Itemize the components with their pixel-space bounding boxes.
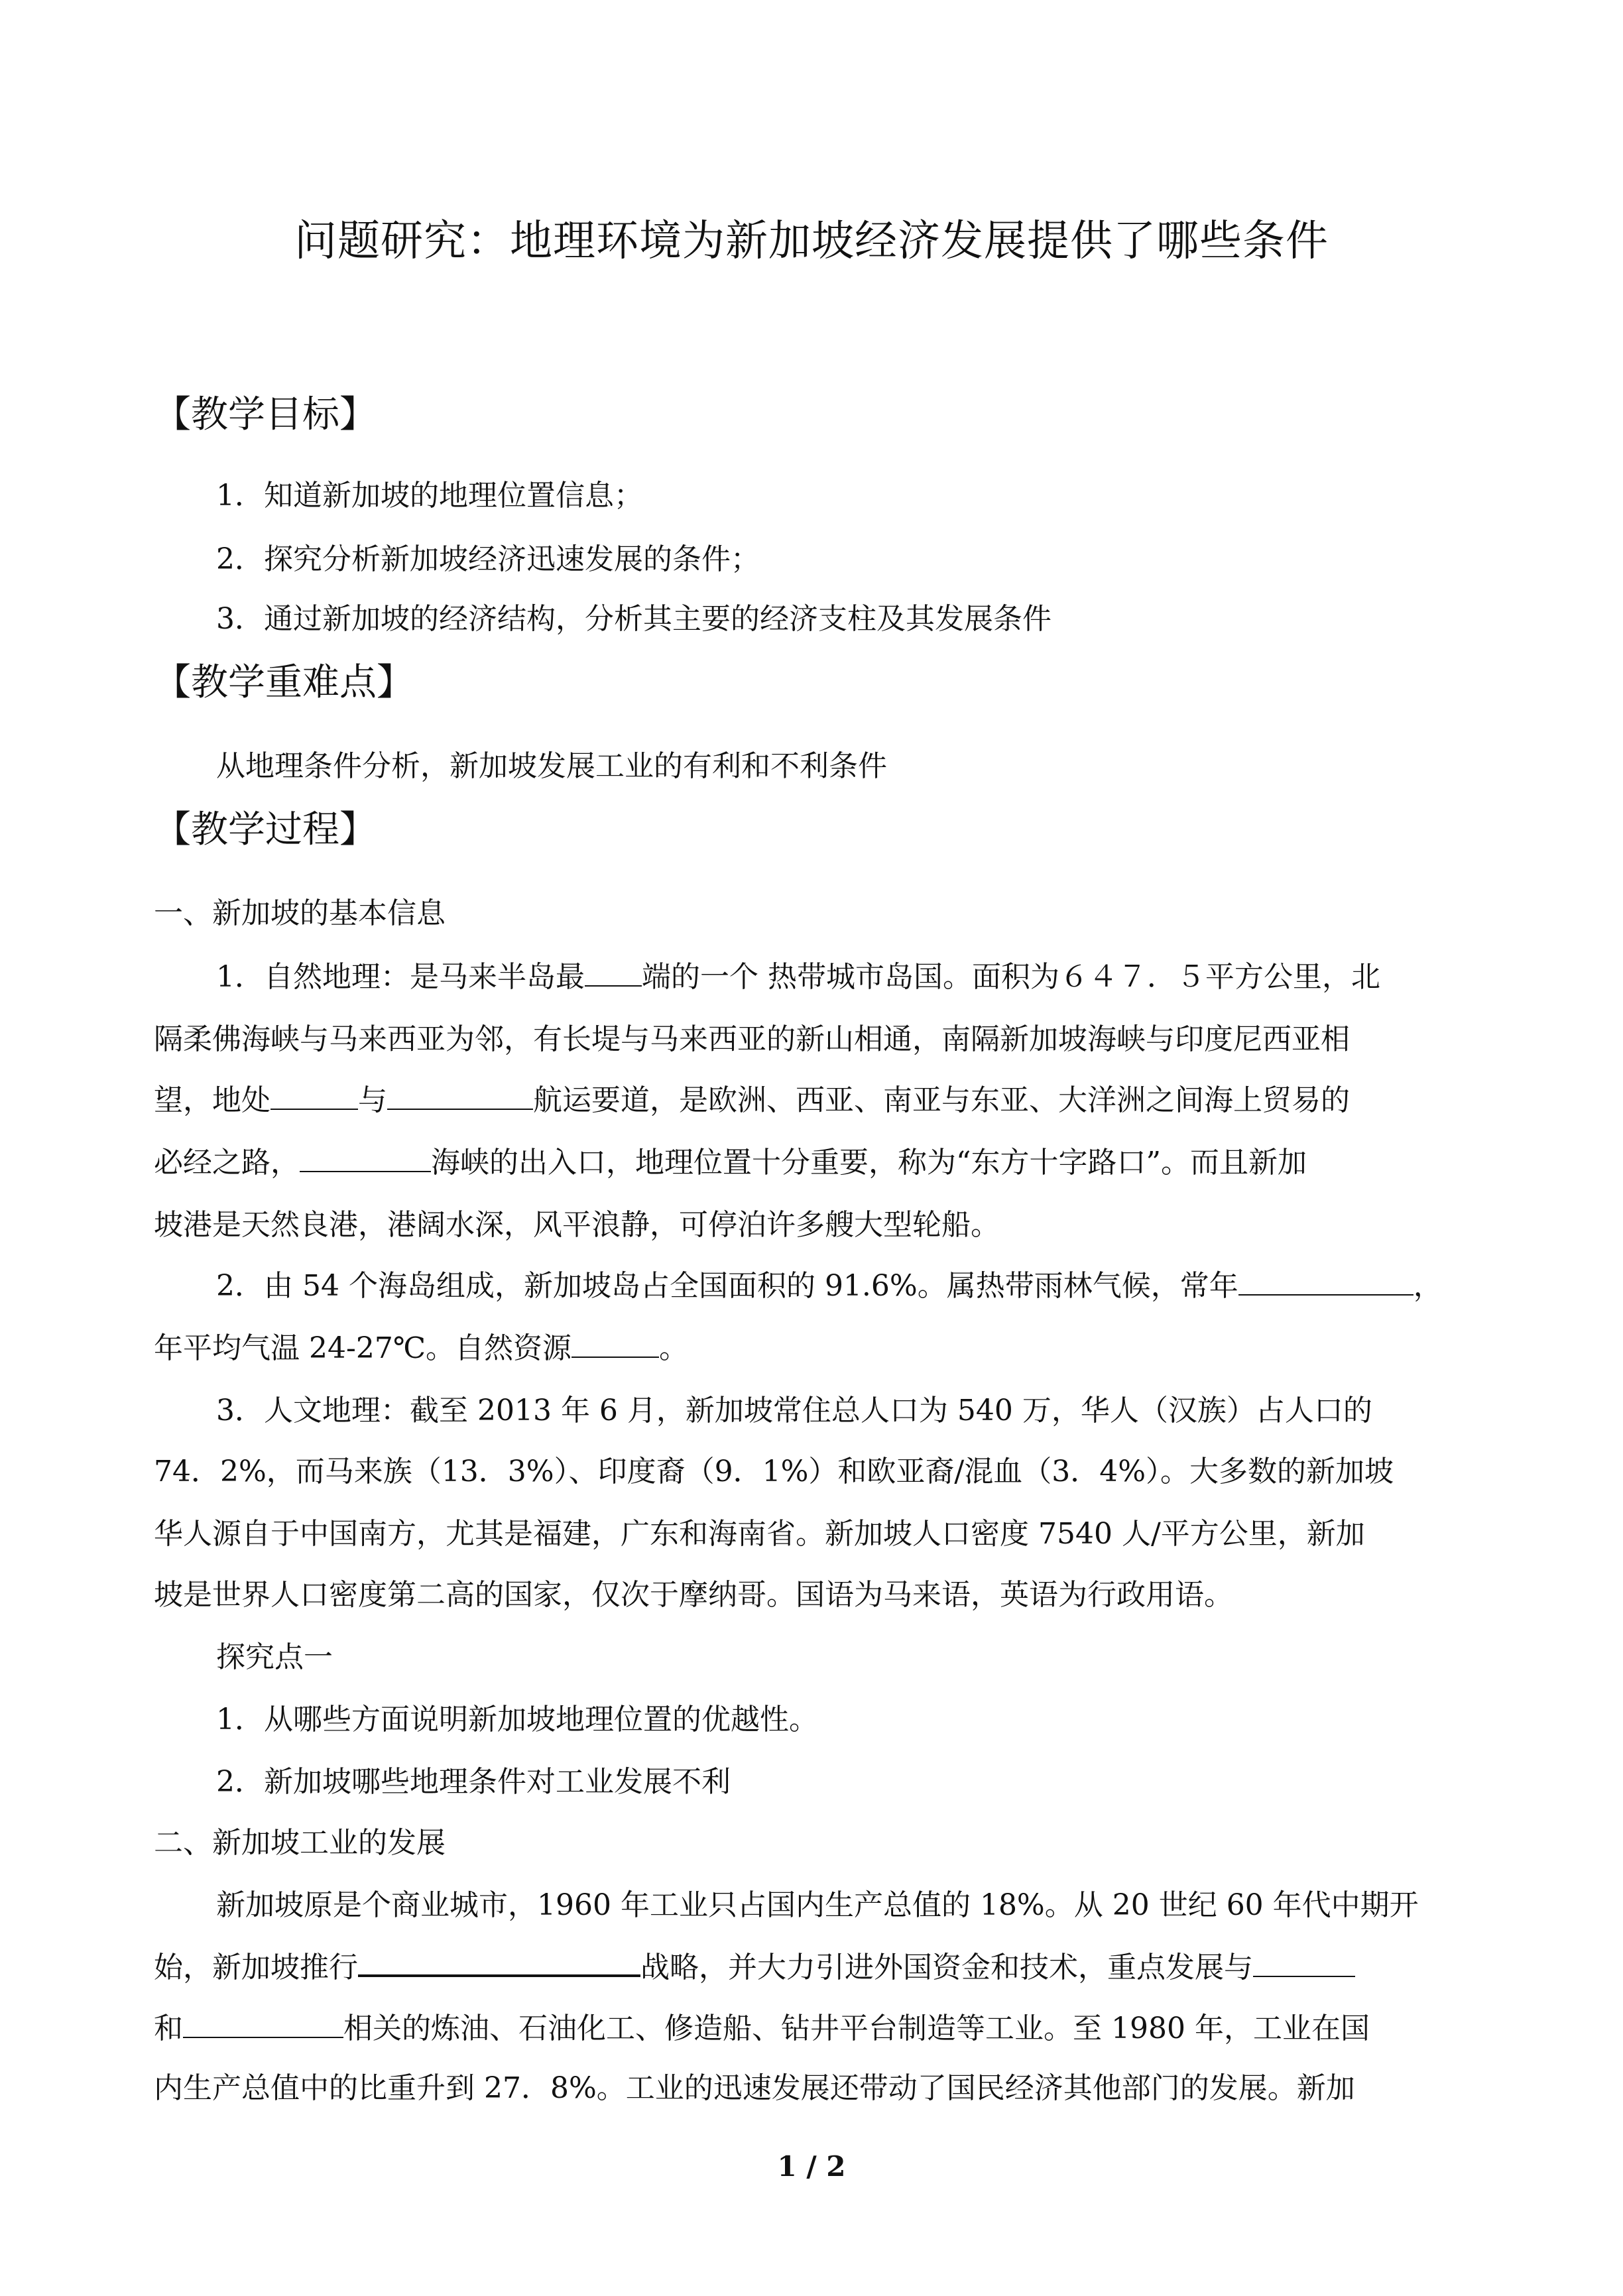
fill-blank[interactable] — [183, 2010, 343, 2038]
p1-line-5: 坡港是天然良港，港阔水深，风平浪静，可停泊许多艘大型轮船。 — [154, 1208, 1000, 1242]
fill-blank[interactable] — [358, 1948, 640, 1977]
explore-question-2: 2．新加坡哪些地理条件对工业发展不利 — [216, 1765, 731, 1799]
explore-heading: 探究点一 — [216, 1640, 333, 1674]
fill-blank[interactable] — [585, 959, 642, 987]
key-points-heading: 【教学重难点】 — [154, 661, 414, 704]
part2-line-2: 始，新加坡推行 战略，并大力引进外国资金和技术，重点发展与 — [154, 1948, 1355, 1988]
p2-line-2: 年平均气温 24-27℃。自然资源 。 — [154, 1331, 689, 1365]
part1-heading: 一、新加坡的基本信息 — [154, 896, 446, 930]
p3-line-3: 华人源自于中国南方，尤其是福建，广东和海南省。新加坡人口密度 7540 人/平方公里，新加 — [154, 1517, 1365, 1551]
fill-blank[interactable] — [300, 1144, 431, 1172]
fill-blank[interactable] — [1238, 1268, 1413, 1296]
page-title: 问题研究：地理环境为新加坡经济发展提供了哪些条件 — [294, 217, 1329, 266]
p3-line-1: 3．人文地理：截至 2013 年 6 月，新加坡常住总人口为 540 万，华人（汉族）占人口的 — [216, 1394, 1372, 1427]
fill-blank[interactable] — [1253, 1949, 1355, 1977]
p1-line-1: 1．自然地理：是马来半岛最 端的一个 热带城市岛国。面积为６４７．５平方公里，北 — [216, 960, 1380, 994]
p1-line-2: 隔柔佛海峡与马来西亚为邻，有长堤与马来西亚的新山相通，南隔新加坡海峡与印度尼西亚相 — [154, 1022, 1350, 1056]
fill-blank[interactable] — [571, 1330, 659, 1358]
teaching-process-heading: 【教学过程】 — [154, 808, 377, 851]
p3-line-4: 坡是世界人口密度第二高的国家，仅次于摩纳哥。国语为马来语，英语为行政用语。 — [154, 1578, 1233, 1612]
teaching-goals-heading: 【教学目标】 — [154, 393, 377, 436]
goal-item-3: 3．通过新加坡的经济结构，分析其主要的经济支柱及其发展条件 — [216, 602, 1052, 636]
p3-line-2: 74．2%，而马来族（13．3%）、印度裔（9．1%）和欧亚裔/混血（3．4%）。大多数的新加坡 — [154, 1455, 1394, 1488]
p2-line-1: 2．由 54 个海岛组成，新加坡岛占全国面积的 91.6%。属热带雨林气候，常年 ， — [216, 1269, 1443, 1303]
part2-heading: 二、新加坡工业的发展 — [154, 1826, 446, 1860]
part2-line-3: 和 相关的炼油、石油化工、修造船、钻井平台制造等工业。至 1980 年，工业在国 — [154, 2012, 1370, 2045]
goal-item-2: 2．探究分析新加坡经济迅速发展的条件； — [216, 542, 760, 576]
fill-blank[interactable] — [270, 1082, 358, 1110]
goal-item-1: 1．知道新加坡的地理位置信息； — [216, 479, 643, 513]
p1-line-3: 望，地处 与 航运要道，是欧洲、西亚、南亚与东亚、大洋洲之间海上贸易的 — [154, 1083, 1350, 1117]
part2-line-4: 内生产总值中的比重升到 27．8%。工业的迅速发展还带动了国民经济其他部门的发展。新加 — [154, 2071, 1355, 2105]
explore-question-1: 1．从哪些方面说明新加坡地理位置的优越性。 — [216, 1703, 818, 1736]
part2-line-1: 新加坡原是个商业城市，1960 年工业只占国内生产总值的 18%。从 20 世纪 60 年代中期开 — [216, 1888, 1419, 1922]
p1-line-4: 必经之路， 海峡的出入口，地理位置十分重要，称为“东方十字路口”。而且新加 — [154, 1146, 1307, 1179]
page-number: 1 / 2 — [777, 2150, 846, 2183]
fill-blank[interactable] — [387, 1082, 533, 1110]
key-points-text: 从地理条件分析，新加坡发展工业的有利和不利条件 — [216, 749, 887, 783]
